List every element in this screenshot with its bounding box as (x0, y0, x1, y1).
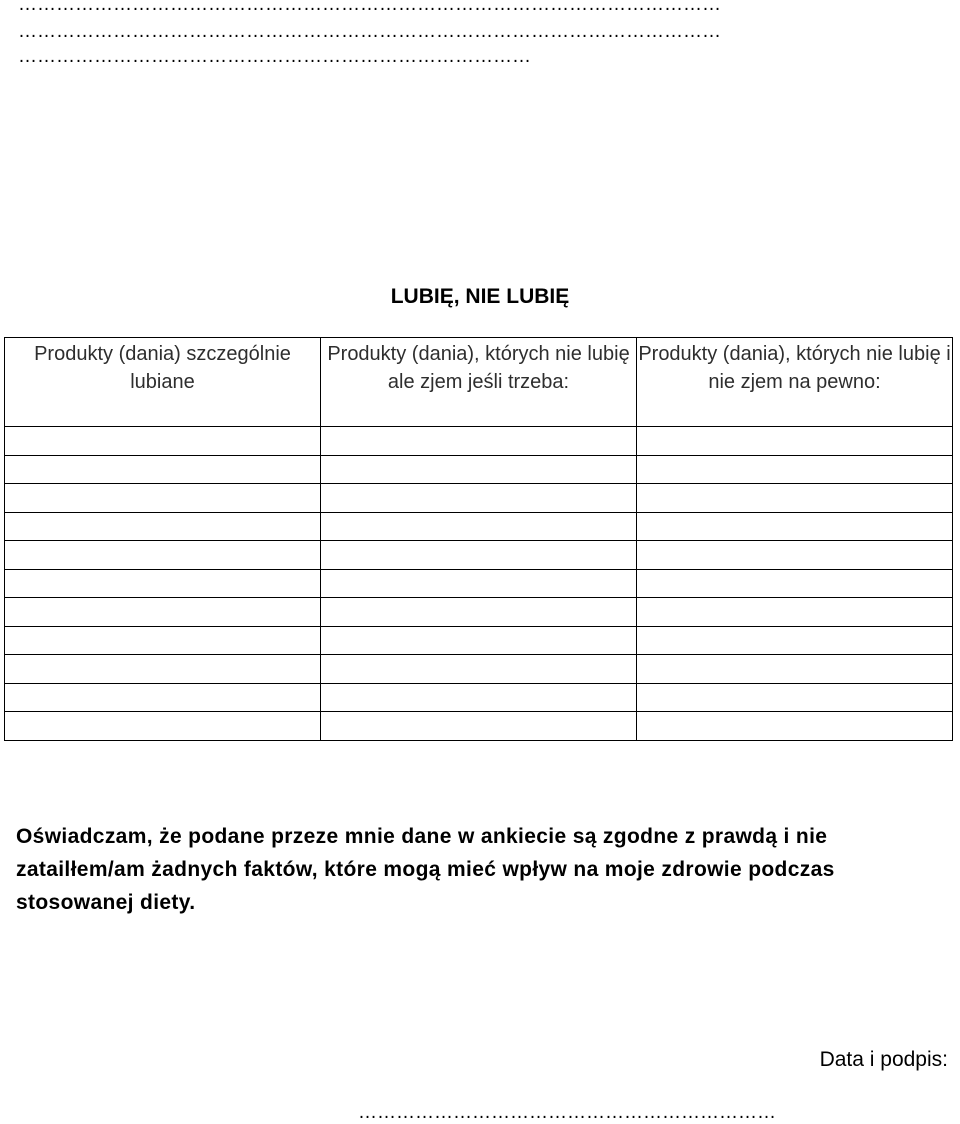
table-cell-input[interactable] (321, 427, 637, 456)
fill-in-line-3: ……………………………………………………………………… (18, 46, 531, 67)
table-cell-input[interactable] (637, 712, 953, 741)
table-row (5, 484, 953, 513)
header-liked-products: Produkty (dania) szczególnie lubiane (5, 338, 321, 427)
table-cell-input[interactable] (637, 655, 953, 684)
table-cell-input[interactable] (637, 541, 953, 570)
table-cell-input[interactable] (637, 598, 953, 627)
table-cell-input[interactable] (5, 712, 321, 741)
table-cell-input[interactable] (5, 427, 321, 456)
table-cell-input[interactable] (321, 455, 637, 484)
header-disliked-but-eat: Produkty (dania), których nie lubię ale zjem jeśli trzeba: (321, 338, 637, 427)
table-body (5, 427, 953, 741)
header-disliked-never-eat: Produkty (dania), których nie lubię i nie zjem na pewno: (637, 338, 953, 427)
date-signature-label: Data i podpis: (819, 1048, 948, 1071)
table-cell-input[interactable] (637, 569, 953, 598)
table-cell-input[interactable] (637, 427, 953, 456)
table-cell-input[interactable] (5, 455, 321, 484)
table-cell-input[interactable] (637, 484, 953, 513)
table-cell-input[interactable] (5, 626, 321, 655)
table-cell-input[interactable] (5, 655, 321, 684)
table-cell-input[interactable] (321, 541, 637, 570)
table-row (5, 512, 953, 541)
table-header-row (5, 338, 953, 427)
table-row (5, 455, 953, 484)
table-title: LUBIĘ, NIE LUBIĘ (390, 285, 570, 308)
table-cell-input[interactable] (5, 683, 321, 712)
table-cell-input[interactable] (321, 484, 637, 513)
table-cell-input[interactable] (321, 598, 637, 627)
declaration-statement: Oświadczam, że podane przeze mnie dane w ankiecie są zgodne z prawdą i nie zatailłem/am żadnych faktów, które mogą mieć wpływ na moje zdrowie podczas stosowanej diety. (16, 825, 835, 914)
table-row (5, 626, 953, 655)
table-cell-input[interactable] (5, 541, 321, 570)
table-cell-input[interactable] (5, 598, 321, 627)
table-cell-input[interactable] (637, 626, 953, 655)
signature-line: ………………………………………………………… (358, 1102, 776, 1123)
table-cell-input[interactable] (321, 512, 637, 541)
table-row (5, 712, 953, 741)
table-cell-input[interactable] (321, 626, 637, 655)
table-cell-input[interactable] (5, 569, 321, 598)
table-cell-input[interactable] (321, 569, 637, 598)
fill-in-line-1: ………………………………………………………………………………………………… (18, 0, 721, 15)
fill-in-line-2: ………………………………………………………………………………………………… (18, 21, 721, 42)
table-row (5, 427, 953, 456)
table-cell-input[interactable] (5, 484, 321, 513)
table-row (5, 655, 953, 684)
table-cell-input[interactable] (637, 683, 953, 712)
table-cell-input[interactable] (637, 455, 953, 484)
table-cell-input[interactable] (321, 712, 637, 741)
table-row (5, 598, 953, 627)
table-cell-input[interactable] (637, 512, 953, 541)
likes-dislikes-table (4, 337, 953, 741)
table-row (5, 569, 953, 598)
table-row (5, 683, 953, 712)
table-cell-input[interactable] (321, 683, 637, 712)
table-cell-input[interactable] (321, 655, 637, 684)
table-row (5, 541, 953, 570)
table-cell-input[interactable] (5, 512, 321, 541)
